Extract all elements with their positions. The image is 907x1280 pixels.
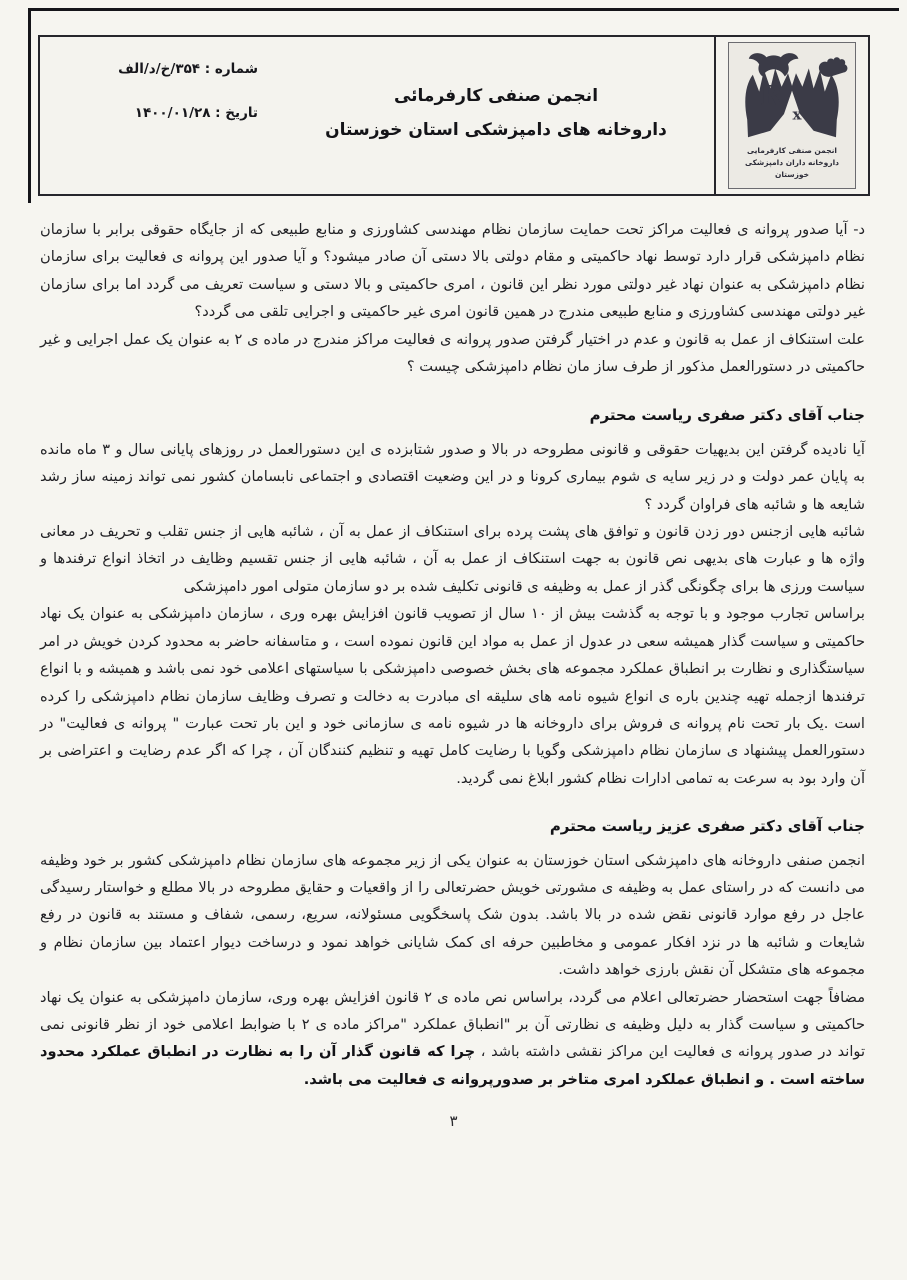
paragraph-7-normal: مضافاً جهت استحضار حضرتعالی اعلام می گردد، براساس نص ماده ی ۲ قانون افزایش بهره وری، سازمان دامپزشکی به عنوان یک نهاد حاکمیتی و سیاست گذار به دلیل وظیفه ی نظارتی آن بر "انطباق عملکرد "مراکز ماده ی ۲ با ضوابط اعلامی خود از نظر قانونی نمی تواند در صدور پروانه ی فعالیت این مراکز نقشی داشته باشد ، xyxy=(40,988,866,1061)
paragraph-5: براساس تجارب موجود و با توجه به گذشت بیش از ۱۰ سال از تصویب قانون افزایش بهره وری ، سازمان دامپزشکی به عنوان یک نهاد حاکمیتی و سیاست گذار همیشه سعی در عدول از عمل به مواد این قانون نموده است ، و متاسفانه حاضر به محدود کردن خویش در امر سیاستگذاری و نظارت بر انطباق عملکرد مجموعه های بخش خصوصی دامپزشکی با سیاستهای اعلامی خود نمی باشد و همیشه و با انواع ترفندها ازجمله تهیه چندین باره ی انواع شیوه نامه های سلیقه ای مبادرت به دخالت و تصرف وظایف سازمان نظام دامپزشکی را کرده است .یک بار تحت نام پروانه ی فروش برای داروخانه ها در شیوه نامه ی سازمانی خود و این بار تحت عبارت " پروانه ی فعالیت" در دستورالعمل پیشنهاد ی سازمان نظام دامپزشکی وگویا با رضایت کامل تهیه و تنظیم کنندگان آن ، چرا که اگر عدم رضایت و اعتراضی بر آن وارد بود به سرعت به تمامی ادارات نظام کشور ابلاغ نمی گردید. xyxy=(40,605,865,787)
page-number: ۳ xyxy=(449,1112,458,1130)
logo-caption xyxy=(745,145,839,181)
paragraph-7 xyxy=(40,984,865,1094)
hands-rx-emblem-icon xyxy=(736,46,848,142)
org-logo xyxy=(728,42,856,189)
logo-caption-line1: انجمن صنفی کارفرمایی xyxy=(746,146,838,155)
paragraph-4: شائبه هایی ازجنس دور زدن قانون و توافق های پشت پرده برای استنکاف از عمل به آن ، شائبه هایی از جنس تقلب و تحریف در معانی واژه ها و عبارت های بدیهی نص قانون به جهت استنکاف از عمل به آن ، شائبه هایی از جنس تقسیم وظایف در اتخاذ انواع ترفندها و سیاست ورزی ها برای چگونگی گذر از عمل به وظیفه ی قانونی تکلیف شده بر دو سازمان متولی امور دامپزشکی xyxy=(40,523,865,595)
logo-cell xyxy=(714,37,868,194)
org-title-line2: داروخانه های دامپزشکی استان خوزستان xyxy=(325,120,667,140)
logo-caption-line3: خوزستان xyxy=(774,170,810,179)
letterhead-box xyxy=(38,35,870,196)
paragraph-3: آیا نادیده گرفتن این بدیهیات حقوقی و قانونی مطروحه در بالا و صدور شتابزده ی این دستورالعمل در روزهای پایانی سال و ۳ ماه مانده به پایان عمر دولت و در زیر سایه ی شوم بیماری کرونا و در این وضعیت اقتصادی و اجتماعی نابسامان کشور نمی تواند زمینه ساز رشد شایعه ها و شائبه های فراوان گردد ؟ xyxy=(40,440,865,513)
bull-icon xyxy=(749,53,799,76)
paragraph-7-bold: چرا که قانون گذار آن را به نظارت در انطباق عملکرد محدود ساخته است . و انطباق عملکرد امری متاخر بر صدورپروانه ی فعالیت می باشد. xyxy=(40,1043,865,1088)
paragraph-1: د- آیا صدور پروانه ی فعالیت مراکز تحت حمایت سازمان نظام مهندسی کشاورزی و منابع طبیعی که از جایگاه حقوقی برابر با سازمان نظام دامپزشکی قرار دارد توسط نهاد حاکمیتی و مقام دولتی بالا دستی آن صادر میشود؟ و آیا صدور این پروانه ی فعالیت برای سازمان نظام دامپزشکی به عنوان نهاد غیر دولتی مورد نظر این قانون ، امری حاکمیتی و بالا دستی و سیاست تعریف می گردد اما برای سازمان غیر دولتی مهندسی کشاورزی و منابع طبیعی مندرج در همین قانون امری غیر حاکمیتی و اجرایی تلقی می گردد؟ xyxy=(40,221,865,321)
right-hand-icon xyxy=(791,68,839,137)
salutation-heading-1: جناب آقای دکتر صفری ریاست محترم xyxy=(589,406,865,425)
org-title-line1: انجمن صنفی کارفرمائی xyxy=(393,86,599,106)
logo-caption-line2: داروخانه داران دامپزشکی xyxy=(744,158,840,167)
letterhead-title xyxy=(278,37,714,194)
scan-artifact-left-line xyxy=(28,8,31,203)
rx-letter-r: R xyxy=(759,80,783,113)
letter-number: شماره : ۳۵۴/خ/د/الف xyxy=(118,61,258,77)
letter-body xyxy=(40,216,865,1093)
rooster-icon xyxy=(819,57,848,77)
rx-letter-x: x xyxy=(792,105,802,124)
salutation-heading-2: جناب آقای دکتر صفری عزیز ریاست محترم xyxy=(549,817,865,836)
paragraph-6: انجمن صنفی داروخانه های دامپزشکی استان خوزستان به عنوان یکی از زیر مجموعه های سازمان نظام دامپزشکی کشور بر خود وظیفه می دانست که در راستای عمل به وظیفه ی مشورتی خویش حضرتعالی را از واقعیات و حقایق مطروحه در بالا مطلع و خواستار رسیدگی عاجل در رفع موارد قانونی نقض شده در بالا باشد. بدون شک پاسخگویی مسئولانه، سریع، رسمی، شفاف و مستند به قانون در رفع شایعات و شائبه ها در نزد افکار عمومی و مخاطبین حرفه ای کمک شایانی خواهد نمود و درساخت دیوار اعتماد بین سازمان نظام و مجموعه های متشکل آن نقش بارزی خواهد داشت. xyxy=(40,851,865,979)
paragraph-2: علت استنکاف از عمل به قانون و عدم در اختیار گرفتن صدور پروانه ی فعالیت مراکز مندرج در ماده ی ۲ به عنوان یک عمل اجرایی و غیر حاکمیتی در دستورالعمل مذکور از طرف ساز مان نظام دامپزشکی چیست ؟ xyxy=(40,330,865,376)
letterhead-meta xyxy=(40,37,278,194)
letter-date: تاریخ : ۱۴۰۰/۰۱/۲۸ xyxy=(134,105,258,121)
scan-artifact-top-line xyxy=(30,8,899,11)
